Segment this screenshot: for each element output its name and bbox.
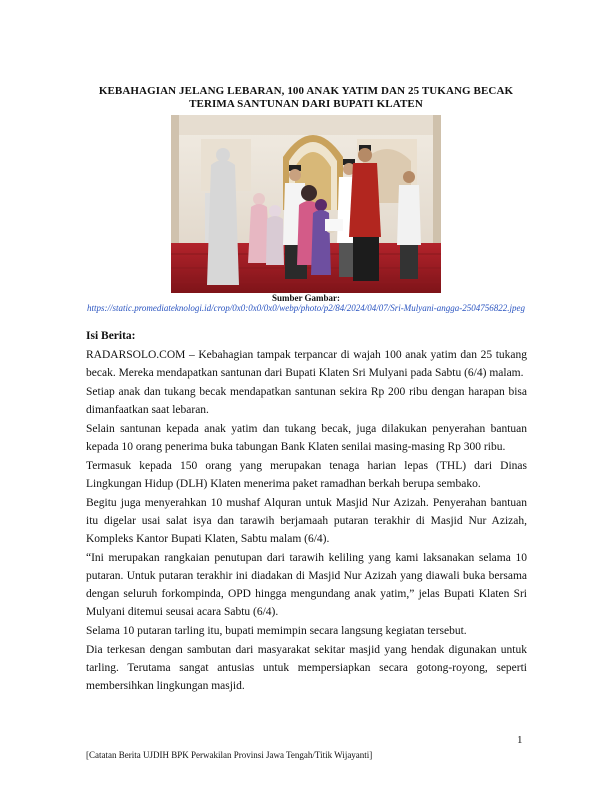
paragraph: Dia terkesan dengan sambutan dari masyarakat sekitar masjid yang hendak digunakan untuk tarling. Terutama sangat antusias untuk mempersiapkan secara gotong-royong, seperti membersihkan lingkungan masjid. — [86, 644, 527, 692]
paragraph: Begitu juga menyerahkan 10 mushaf Alquran untuk Masjid Nur Azizah. Penyerahan bantuan itu digelar usai salat isya dan tarawih berjamaah putaran terakhir di Masjid Nur Azizah, Kompleks Kantor Bupati Klaten, Sabtu malam (6/4). — [86, 497, 527, 545]
paragraph: Selain santunan kepada anak yatim dan tukang becak, juga dilakukan penyerahan bantuan kepada 10 orang penerima buka tabungan Bank Klaten senilai masing-masing Rp 300 ribu. — [86, 423, 527, 453]
paragraph: RADARSOLO.COM – Kebahagian tampak terpancar di wajah 100 anak yatim dan 25 tukang becak. Mereka mendapatkan santunan dari Bupati Klaten Sri Mulyani pada Sabtu (6/4) malam. — [86, 349, 527, 379]
footer-note: [Catatan Berita UJDIH BPK Perwakilan Provinsi Jawa Tengah/Titik Wijayanti] — [86, 750, 373, 760]
page-number: 1 — [517, 734, 523, 746]
paragraph: Termasuk kepada 150 orang yang merupakan tenaga harian lepas (THL) dari Dinas Lingkungan Hidup (DLH) Klaten menerima paket ramadhan berkah berupa sembako. — [86, 460, 527, 490]
caption-source-link[interactable]: https://static.promediateknologi.id/crop/0x0:0x0/0x0/webp/photo/p2/84/2024/04/07/Sri-Mulyani-angga-2504756822.jpeg — [86, 303, 526, 313]
article-title: KEBAHAGIAN JELANG LEBARAN, 100 ANAK YATIM DAN 25 TUKANG BECAK TERIMA SANTUNAN DARI BUPATI KLATEN — [98, 85, 514, 110]
paragraph: “Ini merupakan rangkaian penutupan dari tarawih keliling yang kami laksanakan selama 10 putaran. Untuk putaran terakhir ini diadakan di Masjid Nur Azizah yang diawali buka bersama dengan seluruh forkompinda, OPD hingga mengundang anak yatim,” jelas Bupati Klaten Sri Mulyani ditemui seusai acara Sabtu (6/4). — [86, 552, 527, 618]
caption-label: Sumber Gambar: — [271, 293, 341, 303]
news-photo — [171, 115, 441, 293]
section-heading: Isi Berita: — [86, 330, 136, 342]
paragraph: Setiap anak dan tukang becak mendapatkan santunan sekira Rp 200 ribu dengan harapan bisa dimanfaatkan saat lebaran. — [86, 386, 527, 416]
image-caption — [86, 293, 526, 313]
article-body — [86, 327, 527, 696]
paragraph: Selama 10 putaran tarling itu, bupati memimpin secara langsung kegiatan tersebut. — [86, 625, 467, 637]
